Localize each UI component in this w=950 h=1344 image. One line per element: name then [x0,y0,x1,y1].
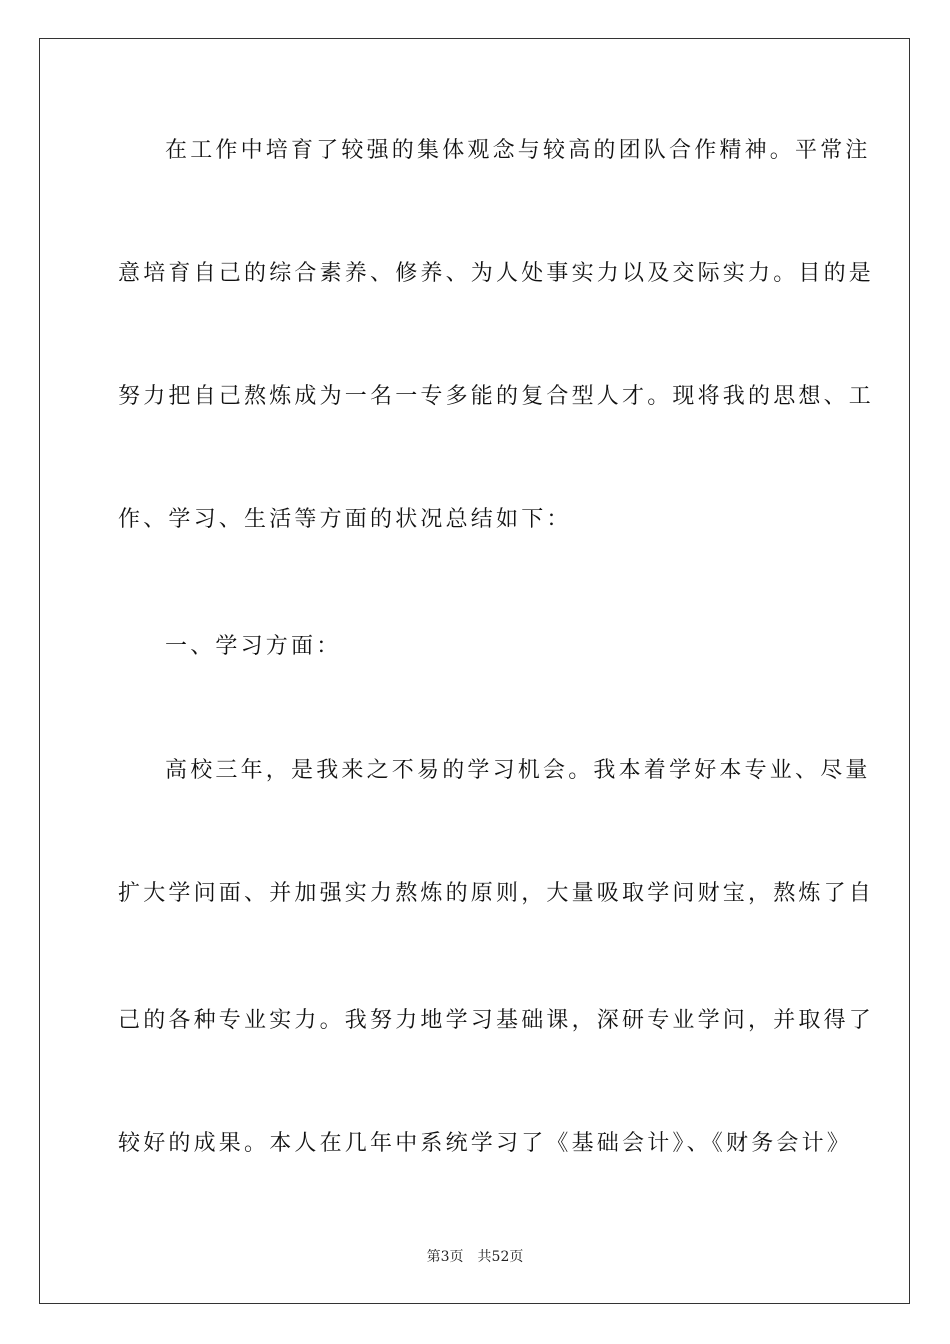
paragraph-2-line-3: 己的各种专业实力。我努力地学习基础课，深研专业学问，并取得了 [118,1008,875,1033]
paragraph-1-line-3: 努力把自己熬炼成为一名一专多能的复合型人才。现将我的思想、工 [118,384,875,409]
page-total: 共52页 [477,1249,524,1265]
paragraph-2-line-1: 高校三年，是我来之不易的学习机会。我本着学好本专业、尽量 [165,758,871,783]
paragraph-1-line-4: 作、学习、生活等方面的状况总结如下： [118,507,572,532]
paragraph-1-line-2: 意培育自己的综合素养、修养、为人处事实力以及交际实力。目的是 [118,261,875,286]
page-number: 第3页 [426,1249,464,1265]
paragraph-1-line-1: 在工作中培育了较强的集体观念与较高的团队合作精神。平常注 [165,138,871,163]
page-frame [39,38,910,1304]
page-footer [0,1248,950,1266]
section-heading: 一、学习方面： [165,634,342,659]
paragraph-2-line-4: 较好的成果。本人在几年中系统学习了《基础会计》、《财务会计》 [118,1131,853,1156]
paragraph-2-line-2: 扩大学问面、并加强实力熬炼的原则，大量吸取学问财宝，熬炼了自 [118,881,875,906]
